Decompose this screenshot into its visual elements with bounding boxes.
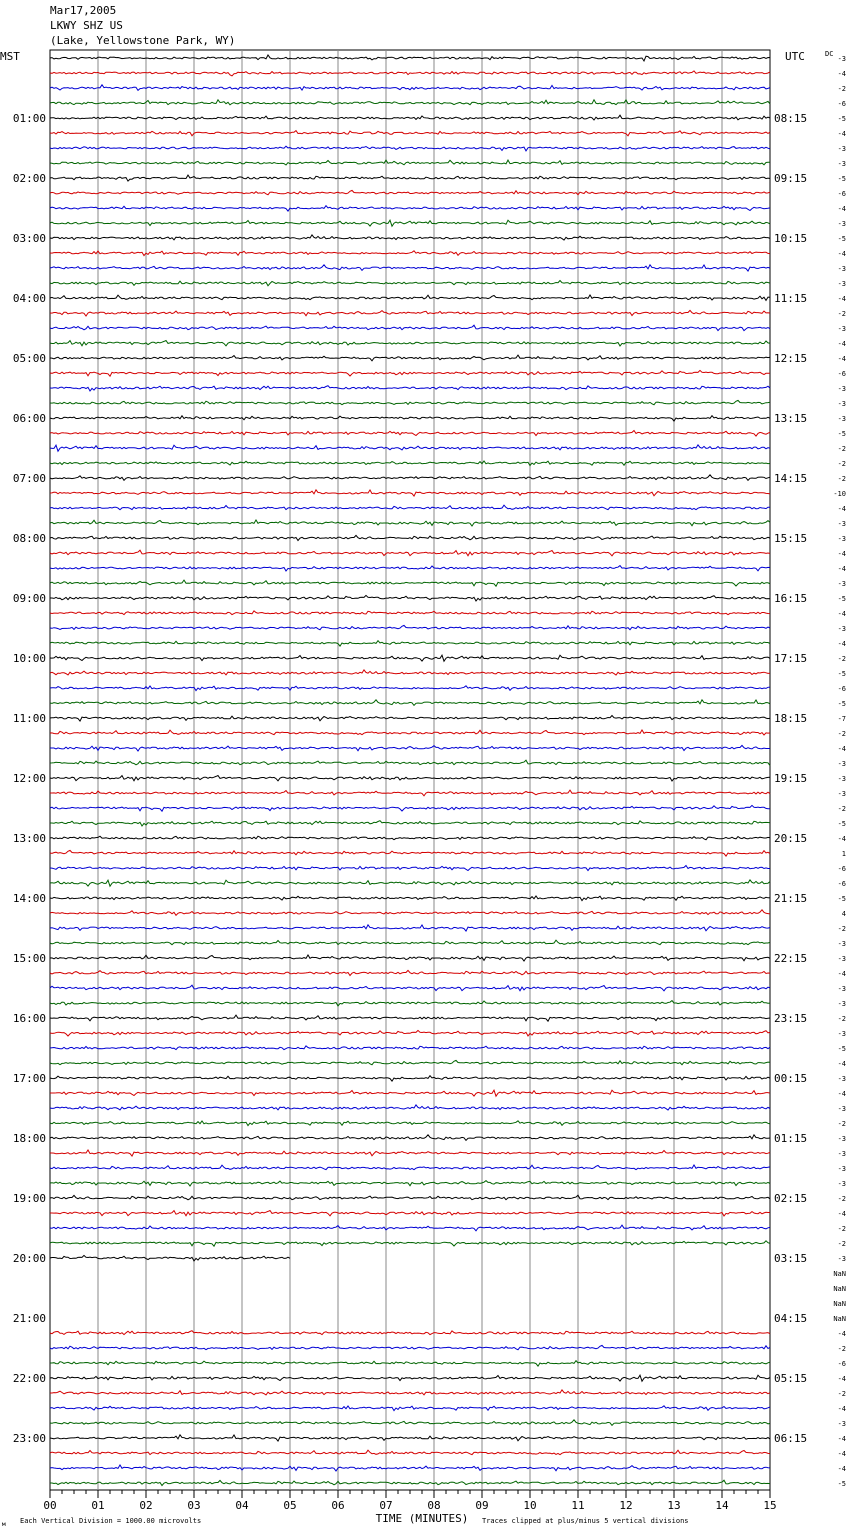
utc-hour-label: 14:15 — [774, 472, 808, 485]
utc-hour-label: 17:15 — [774, 652, 808, 665]
dc-offset-label: -5 — [837, 235, 846, 243]
dc-offset-label: NaN — [833, 1300, 846, 1308]
dc-offset-label: -3 — [837, 1000, 846, 1008]
seismic-trace — [50, 925, 770, 931]
seismic-trace — [50, 461, 770, 466]
x-axis — [43, 1490, 776, 1512]
minute-grid — [50, 50, 770, 1490]
seismic-trace — [50, 805, 770, 811]
dc-offset-label: -5 — [837, 670, 846, 678]
seismic-trace — [50, 1001, 770, 1006]
mst-hour-labels — [13, 112, 46, 1445]
seismic-trace — [50, 175, 770, 181]
dc-offset-label: -5 — [837, 595, 846, 603]
seismic-trace — [50, 955, 770, 961]
seismic-trace — [50, 641, 770, 646]
seismic-trace — [50, 310, 770, 316]
seismic-trace — [50, 1135, 770, 1141]
mst-hour-label: 18:00 — [12, 1132, 46, 1145]
dc-offset-label: -2 — [837, 655, 846, 663]
x-tick-label: 11 — [571, 1499, 585, 1512]
dc-offset-label: -2 — [837, 445, 846, 453]
seismic-trace — [50, 776, 770, 782]
seismic-trace — [50, 985, 770, 991]
seismic-trace — [50, 611, 770, 615]
seismic-trace — [50, 850, 770, 856]
utc-hour-label: 06:15 — [774, 1432, 808, 1445]
dc-offset-label: -10 — [833, 490, 846, 498]
seismic-trace — [50, 550, 770, 556]
dc-offset-label: -5 — [837, 895, 846, 903]
seismic-trace — [50, 1406, 770, 1411]
utc-hour-label: 01:15 — [774, 1132, 808, 1145]
dc-offset-label: -4 — [837, 565, 846, 573]
seismic-trace — [50, 355, 770, 361]
utc-hour-label: 03:15 — [774, 1252, 808, 1265]
seismic-trace — [50, 416, 770, 421]
seismic-trace — [50, 670, 770, 675]
dc-offset-label: -5 — [837, 700, 846, 708]
seismic-trace — [50, 1121, 770, 1126]
seismic-trace — [50, 1450, 770, 1455]
dc-offset-label: -3 — [837, 535, 846, 543]
utc-hour-label: 21:15 — [774, 892, 808, 905]
x-tick-label: 13 — [667, 1499, 681, 1512]
seismic-trace — [50, 866, 770, 871]
dc-offset-label: -4 — [837, 610, 846, 618]
plot-frame — [50, 50, 770, 1490]
x-tick-label: 01 — [91, 1499, 105, 1512]
station-code: LKWY SHZ US — [50, 19, 123, 32]
mst-hour-label: 06:00 — [12, 412, 46, 425]
dc-offset-label: -2 — [837, 805, 846, 813]
dc-offset-label: -4 — [837, 1090, 846, 1098]
seismic-trace — [50, 1060, 770, 1064]
dc-offset-label: -4 — [837, 835, 846, 843]
dc-offset-label: -4 — [837, 1405, 846, 1413]
seismic-trace — [50, 1331, 770, 1335]
scale-note: Each Vertical Division = 1000.00 microvolts — [20, 1517, 202, 1525]
seismic-trace — [50, 190, 770, 194]
dc-offset-label: -4 — [837, 70, 846, 78]
seismic-trace — [50, 580, 770, 586]
seismic-trace — [50, 1241, 770, 1246]
utc-hour-label: 22:15 — [774, 952, 808, 965]
x-tick-label: 05 — [283, 1499, 297, 1512]
dc-offset-label: 4 — [841, 910, 846, 918]
seismic-trace — [50, 625, 770, 629]
mst-hour-label: 14:00 — [12, 892, 46, 905]
seismic-trace — [50, 1105, 770, 1110]
x-tick-label: 15 — [763, 1499, 777, 1512]
utc-hour-label: 23:15 — [774, 1012, 808, 1025]
seismic-trace — [50, 1150, 770, 1156]
dc-offset-label: 1 — [841, 850, 846, 858]
dc-offset-label: -2 — [837, 1390, 846, 1398]
mst-hour-label: 21:00 — [12, 1312, 46, 1325]
seismic-trace — [50, 341, 770, 347]
mst-hour-label: 19:00 — [12, 1192, 46, 1205]
dc-offset-label: -4 — [837, 1465, 846, 1473]
dc-offset-label: -2 — [837, 1015, 846, 1023]
seismic-trace — [50, 836, 770, 840]
seismic-trace — [50, 235, 770, 240]
dc-offset-label: -3 — [837, 1075, 846, 1083]
seismic-trace — [50, 1480, 770, 1485]
seismic-trace — [50, 535, 770, 540]
dc-offset-label: -3 — [837, 580, 846, 588]
dc-offset-label: -3 — [837, 55, 846, 63]
seismic-trace — [50, 790, 770, 796]
dc-offset-label: -3 — [837, 385, 846, 393]
seismic-trace — [50, 1390, 770, 1395]
dc-offset-label: -6 — [837, 865, 846, 873]
dc-offset-label: -3 — [837, 160, 846, 168]
dc-offset-label: -4 — [837, 250, 846, 258]
mst-hour-label: 13:00 — [12, 832, 46, 845]
dc-offset-label: -6 — [837, 100, 846, 108]
dc-offset-label: -3 — [837, 415, 846, 423]
seismic-trace — [50, 251, 770, 256]
dc-offset-label: -4 — [837, 1060, 846, 1068]
mst-hour-label: 23:00 — [12, 1432, 46, 1445]
dc-offset-label: -4 — [837, 1210, 846, 1218]
dc-offset-label: -2 — [837, 310, 846, 318]
dc-offset-label: -4 — [837, 295, 846, 303]
seismic-trace — [50, 220, 770, 226]
dc-offset-label: -3 — [837, 790, 846, 798]
dc-offset-label: -2 — [837, 925, 846, 933]
dc-offset-label: -2 — [837, 85, 846, 93]
dc-offset-label: -6 — [837, 370, 846, 378]
mst-hour-label: 10:00 — [12, 652, 46, 665]
mst-hour-label: 08:00 — [12, 532, 46, 545]
seismic-trace — [50, 1435, 770, 1441]
dc-offset-label: -5 — [837, 175, 846, 183]
dc-offset-label: -3 — [837, 520, 846, 528]
dc-offset-label: -3 — [837, 1165, 846, 1173]
seismic-trace — [50, 505, 770, 510]
seismic-trace — [50, 821, 770, 826]
left-axis-title: MST — [0, 50, 20, 63]
mst-hour-label: 12:00 — [12, 772, 46, 785]
dc-offset-label: -3 — [837, 1420, 846, 1428]
seismic-trace — [50, 55, 770, 61]
dc-offset-label: -3 — [837, 1105, 846, 1113]
right-axis-title: UTC — [785, 50, 805, 63]
utc-hour-label: 15:15 — [774, 532, 808, 545]
dc-offset-label: -2 — [837, 460, 846, 468]
utc-hour-label: 18:15 — [774, 712, 808, 725]
seismic-trace — [50, 880, 770, 886]
dc-offset-label: -6 — [837, 880, 846, 888]
seismic-trace — [50, 386, 770, 391]
seismic-trace — [50, 1090, 770, 1096]
mst-hour-label: 09:00 — [12, 592, 46, 605]
dc-offset-label: -6 — [837, 1360, 846, 1368]
seismic-trace — [50, 1165, 770, 1170]
dc-offset-label: -4 — [837, 745, 846, 753]
dc-offset-label: -3 — [837, 280, 846, 288]
seismic-trace — [50, 431, 770, 437]
dc-offset-label: -4 — [837, 1435, 846, 1443]
utc-hour-label: 02:15 — [774, 1192, 808, 1205]
seismic-trace — [50, 1181, 770, 1186]
seismic-trace — [50, 100, 770, 105]
dc-offset-label: -3 — [837, 145, 846, 153]
seismic-trace — [50, 370, 770, 376]
seismic-trace — [50, 910, 770, 916]
seismic-trace — [50, 760, 770, 765]
utc-hour-label: 10:15 — [774, 232, 808, 245]
seismic-trace — [50, 281, 770, 286]
mst-hour-label: 17:00 — [12, 1072, 46, 1085]
utc-hour-label: 08:15 — [774, 112, 808, 125]
x-tick-label: 14 — [715, 1499, 729, 1512]
mst-hour-label: 05:00 — [12, 352, 46, 365]
x-axis-title: TIME (MINUTES) — [375, 1512, 469, 1525]
mst-hour-label: 07:00 — [12, 472, 46, 485]
utc-hour-label: 12:15 — [774, 352, 808, 365]
utc-hour-label: 00:15 — [774, 1072, 808, 1085]
seismic-trace — [50, 1211, 770, 1217]
seismic-trace — [50, 400, 770, 404]
seismic-trace — [50, 520, 770, 526]
seismic-trace — [50, 475, 770, 481]
dc-offset-label: NaN — [833, 1285, 846, 1293]
dc-offset-label: -5 — [837, 1045, 846, 1053]
dc-offset-label: -3 — [837, 955, 846, 963]
utc-hour-label: 04:15 — [774, 1312, 808, 1325]
seismic-trace — [50, 1195, 770, 1200]
seismic-trace — [50, 325, 770, 330]
station-location: (Lake, Yellowstone Park, WY) — [50, 34, 236, 47]
seismic-traces — [50, 55, 770, 1486]
seismic-trace — [50, 1420, 770, 1426]
dc-offset-label: -4 — [837, 340, 846, 348]
dc-offset-label: -2 — [837, 1225, 846, 1233]
mst-hour-label: 16:00 — [12, 1012, 46, 1025]
mst-hour-label: 02:00 — [12, 172, 46, 185]
dc-offset-label: -4 — [837, 640, 846, 648]
utc-hour-label: 19:15 — [774, 772, 808, 785]
dc-offset-label: -5 — [837, 1480, 846, 1488]
x-tick-label: 03 — [187, 1499, 201, 1512]
seismic-trace — [50, 1345, 770, 1349]
seismic-trace — [50, 1030, 770, 1036]
seismic-trace — [50, 115, 770, 120]
x-tick-label: 07 — [379, 1499, 393, 1512]
dc-offset-label: -2 — [837, 1240, 846, 1248]
utc-hour-label: 16:15 — [774, 592, 808, 605]
seismic-trace — [50, 730, 770, 735]
mst-hour-label: 15:00 — [12, 952, 46, 965]
dc-offset-label: -3 — [837, 985, 846, 993]
seismic-trace — [50, 1375, 770, 1381]
dc-offset-label: -2 — [837, 1195, 846, 1203]
dc-offset-label: -3 — [837, 220, 846, 228]
dc-offset-label: -4 — [837, 1450, 846, 1458]
dc-offset-label: -3 — [837, 1180, 846, 1188]
dc-offset-label: -4 — [837, 550, 846, 558]
seismic-trace — [50, 146, 770, 151]
mst-hour-label: 20:00 — [12, 1252, 46, 1265]
dc-offset-label: -3 — [837, 1150, 846, 1158]
dc-offset-label: -3 — [837, 1030, 846, 1038]
utc-hour-label: 13:15 — [774, 412, 808, 425]
footer-mark: м — [2, 1521, 6, 1528]
x-tick-label: 08 — [427, 1499, 441, 1512]
x-tick-label: 12 — [619, 1499, 633, 1512]
seismic-trace — [50, 686, 770, 691]
dc-offset-label: -5 — [837, 115, 846, 123]
dc-offset-label: -3 — [837, 1135, 846, 1143]
dc-offset-label: -3 — [837, 775, 846, 783]
dc-offset-label: -2 — [837, 1120, 846, 1128]
dc-offset-label: -4 — [837, 505, 846, 513]
dc-offset-label: -5 — [837, 430, 846, 438]
seismic-trace — [50, 896, 770, 901]
seismic-trace — [50, 85, 770, 91]
seismic-trace — [50, 745, 770, 751]
x-tick-label: 02 — [139, 1499, 153, 1512]
seismic-trace — [50, 1076, 770, 1081]
dc-offset-label: -7 — [837, 715, 846, 723]
seismic-trace — [50, 1015, 770, 1021]
seismic-trace — [50, 490, 770, 496]
dc-offset-title: DC — [825, 50, 834, 58]
mst-hour-label: 04:00 — [12, 292, 46, 305]
mst-hour-label: 03:00 — [12, 232, 46, 245]
seismic-trace — [50, 970, 770, 975]
dc-offset-label: -4 — [837, 130, 846, 138]
seismic-trace — [50, 595, 770, 601]
seismic-trace — [50, 1225, 770, 1231]
x-tick-label: 10 — [523, 1499, 537, 1512]
dc-offset-label: -2 — [837, 730, 846, 738]
dc-offset-label: -3 — [837, 760, 846, 768]
utc-hour-labels — [774, 112, 807, 1445]
dc-offset-label: -4 — [837, 205, 846, 213]
mst-hour-label: 11:00 — [12, 712, 46, 725]
mst-hour-label: 01:00 — [12, 112, 46, 125]
seismic-trace — [50, 445, 770, 451]
seismic-trace — [50, 655, 770, 661]
dc-offset-label: -3 — [837, 940, 846, 948]
x-tick-label: 09 — [475, 1499, 489, 1512]
seismic-trace — [50, 295, 770, 300]
seismic-trace — [50, 1046, 770, 1050]
seismic-trace — [50, 265, 770, 271]
x-tick-label: 00 — [43, 1499, 57, 1512]
dc-offset-label: -3 — [837, 625, 846, 633]
mst-hour-label: 22:00 — [12, 1372, 46, 1385]
dc-offset-label: -3 — [837, 265, 846, 273]
dc-offset-labels — [833, 55, 846, 1488]
x-tick-label: 06 — [331, 1499, 345, 1512]
seismic-trace — [50, 716, 770, 722]
seismic-trace — [50, 160, 770, 165]
dc-offset-label: -5 — [837, 820, 846, 828]
dc-offset-label: -6 — [837, 685, 846, 693]
seismic-trace — [50, 1361, 770, 1366]
dc-offset-label: -3 — [837, 400, 846, 408]
seismic-trace — [50, 940, 770, 945]
dc-offset-label: NaN — [833, 1270, 846, 1278]
dc-offset-label: -2 — [837, 1345, 846, 1353]
seismic-trace — [50, 700, 770, 706]
seismic-trace — [50, 566, 770, 571]
dc-offset-label: -6 — [837, 190, 846, 198]
seismic-trace — [50, 206, 770, 211]
seismic-trace — [50, 1465, 770, 1471]
utc-hour-label: 05:15 — [774, 1372, 808, 1385]
utc-hour-label: 09:15 — [774, 172, 808, 185]
dc-offset-label: NaN — [833, 1315, 846, 1323]
utc-hour-label: 20:15 — [774, 832, 808, 845]
record-date: Mar17,2005 — [50, 4, 117, 17]
dc-offset-label: -3 — [837, 325, 846, 333]
dc-offset-label: -4 — [837, 1375, 846, 1383]
seismic-trace — [50, 71, 770, 76]
dc-offset-label: -4 — [837, 970, 846, 978]
x-tick-label: 04 — [235, 1499, 249, 1512]
seismic-trace — [50, 1255, 290, 1261]
utc-hour-label: 11:15 — [774, 292, 808, 305]
dc-offset-label: -4 — [837, 1330, 846, 1338]
dc-offset-label: -4 — [837, 355, 846, 363]
clip-note: Traces clipped at plus/minus 5 vertical divisions — [482, 1517, 689, 1525]
seismic-trace — [50, 131, 770, 136]
dc-offset-label: -3 — [837, 1255, 846, 1263]
dc-offset-label: -2 — [837, 475, 846, 483]
